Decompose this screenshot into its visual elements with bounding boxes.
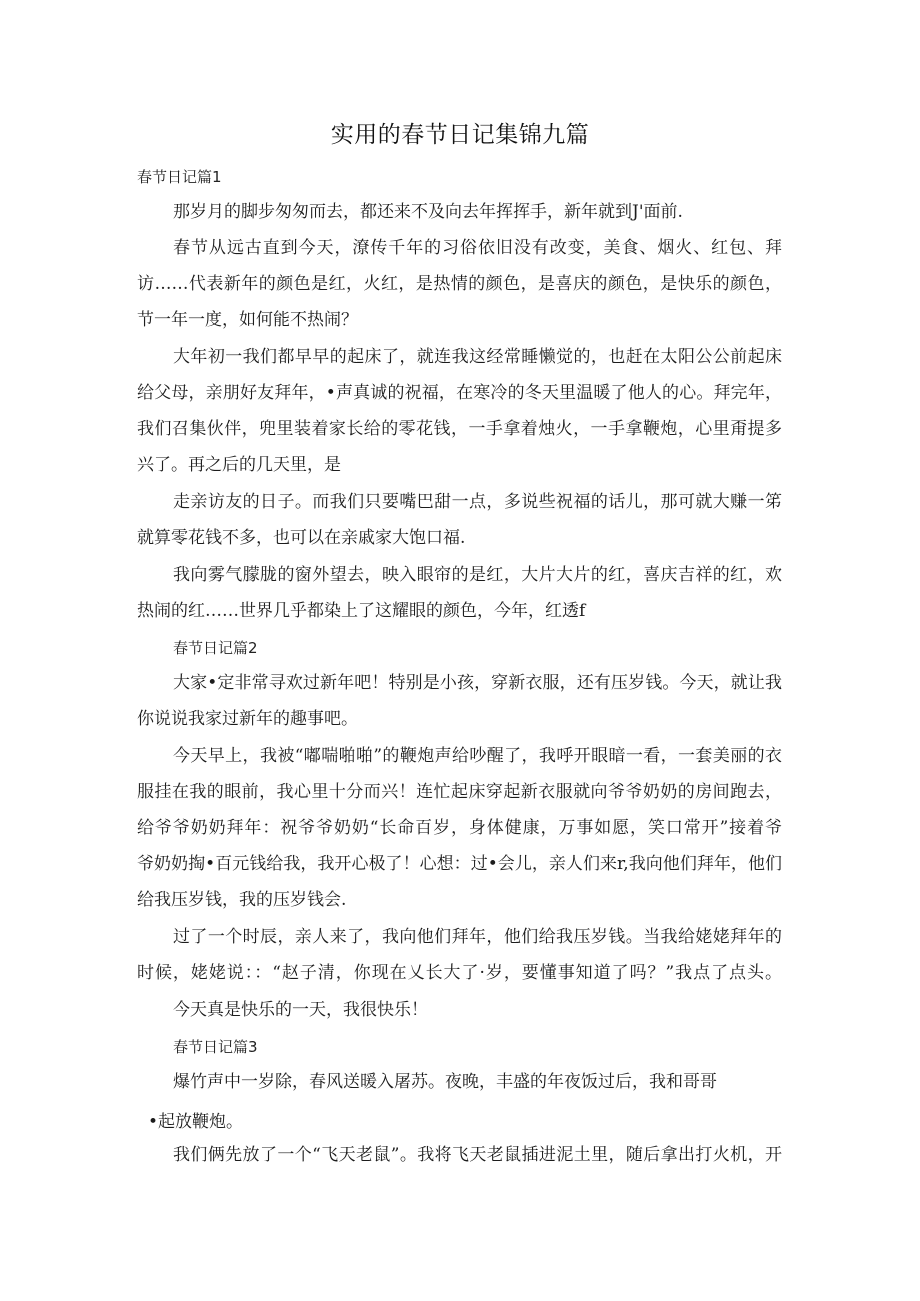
paragraph-line: 给爷爷奶奶拜年：祝爷爷奶奶“长命百岁，身体健康，万事如愿，笑口常开”接着爷 xyxy=(137,818,782,838)
paragraph-line: 走亲访友的日子。而我们只要嘴巴甜一点，多说些祝福的话儿，那可就大赚一笫 xyxy=(173,492,782,512)
section-heading-2: 春节日记篇2 xyxy=(173,639,258,657)
paragraph-line: 我向雾气朦胧的窗外望去，映入眼帘的是红，大片大片的红，喜庆吉祥的红，欢 xyxy=(173,565,782,585)
paragraph-line: 热闹的红……世界几乎都染上了这耀眼的颜色，今年，红透f xyxy=(137,601,586,621)
paragraph-line: 我们俩先放了一个“飞天老鼠”。我将飞天老鼠插进泥土里，随后拿出打火机，开 xyxy=(173,1145,782,1165)
paragraph-line: 那岁月的脚步匆匆而去，都还来不及向去年挥挥手，新年就到J'面前. xyxy=(173,202,683,222)
paragraph-line: 兴了。再之后的几天里，是 xyxy=(137,455,341,475)
paragraph-line: 今天真是快乐的一天，我很快乐！ xyxy=(173,1000,428,1020)
paragraph-line: 节一年一度，如何能不热闹？ xyxy=(137,310,358,330)
section-heading-3: 春节日记篇3 xyxy=(173,1038,258,1056)
paragraph-line: 大年初一我们都早早的起床了，就连我这经常睡懒觉的，也赶在太阳公公前起床 xyxy=(173,347,782,367)
section-heading-1: 春节日记篇1 xyxy=(137,168,222,186)
paragraph-line: 过了一个时辰，亲人来了，我向他们拜年，他们给我压岁钱。当我给姥姥拜年的 xyxy=(173,927,782,947)
paragraph-line: 时候，姥姥说：：“赵子清，你现在乂长大了·岁，要懂事知道了吗？”我点了点头。 xyxy=(137,963,782,983)
paragraph-line: 爷奶奶掏•百元钱给我，我开心极了！心想：过•会儿，亲人们来r,我向他们拜年，他们 xyxy=(137,854,782,874)
paragraph-line: 访……代表新年的颜色是红，火红，是热情的颜色，是喜庆的颜色，是快乐的颜色， xyxy=(137,274,782,294)
paragraph-line: 服挂在我的眼前，我心里十分而兴！连忙起床穿起新衣服就向爷爷奶奶的房间跑去， xyxy=(137,782,782,802)
paragraph-line: 今天早上，我被“嘟喘啪啪”的鞭炮声给吵醒了，我呼开眼暗一看，一套美丽的衣 xyxy=(173,746,782,766)
paragraph-line: 给我压岁钱，我的压岁钱会. xyxy=(137,890,347,910)
paragraph-line: 春节从远古直到今天，潦传千年的习俗依旧没有改变，美食、烟火、红包、拜 xyxy=(173,238,782,258)
paragraph-line: 给父母，亲朋好友拜年，•声真诚的祝福，在寒冷的冬天里温暖了他人的心。拜完年， xyxy=(137,383,782,403)
paragraph-line: 就算零花钱不多，也可以在亲戚家大饱口福. xyxy=(137,528,466,548)
paragraph-line: 爆竹声中一岁除，春风送暖入屠苏。夜晚，丰盛的年夜饭过后，我和哥哥 xyxy=(173,1072,717,1092)
paragraph-line: 我们召集伙伴，兜里装着家长给的零花钱，一手拿着烛火，一手拿鞭炮，心里甭提多 xyxy=(137,419,782,439)
paragraph-line: 大家•定非常寻欢过新年吧！特别是小孩，穿新衣服，还有压岁钱。今天，就让我 xyxy=(173,673,782,693)
paragraph-line: 你说说我家过新年的趣事吧。 xyxy=(137,709,358,729)
paragraph-line: •起放鞭炮。 xyxy=(148,1112,244,1132)
document-title: 实用的春节日记集锦九篇 xyxy=(330,122,590,148)
